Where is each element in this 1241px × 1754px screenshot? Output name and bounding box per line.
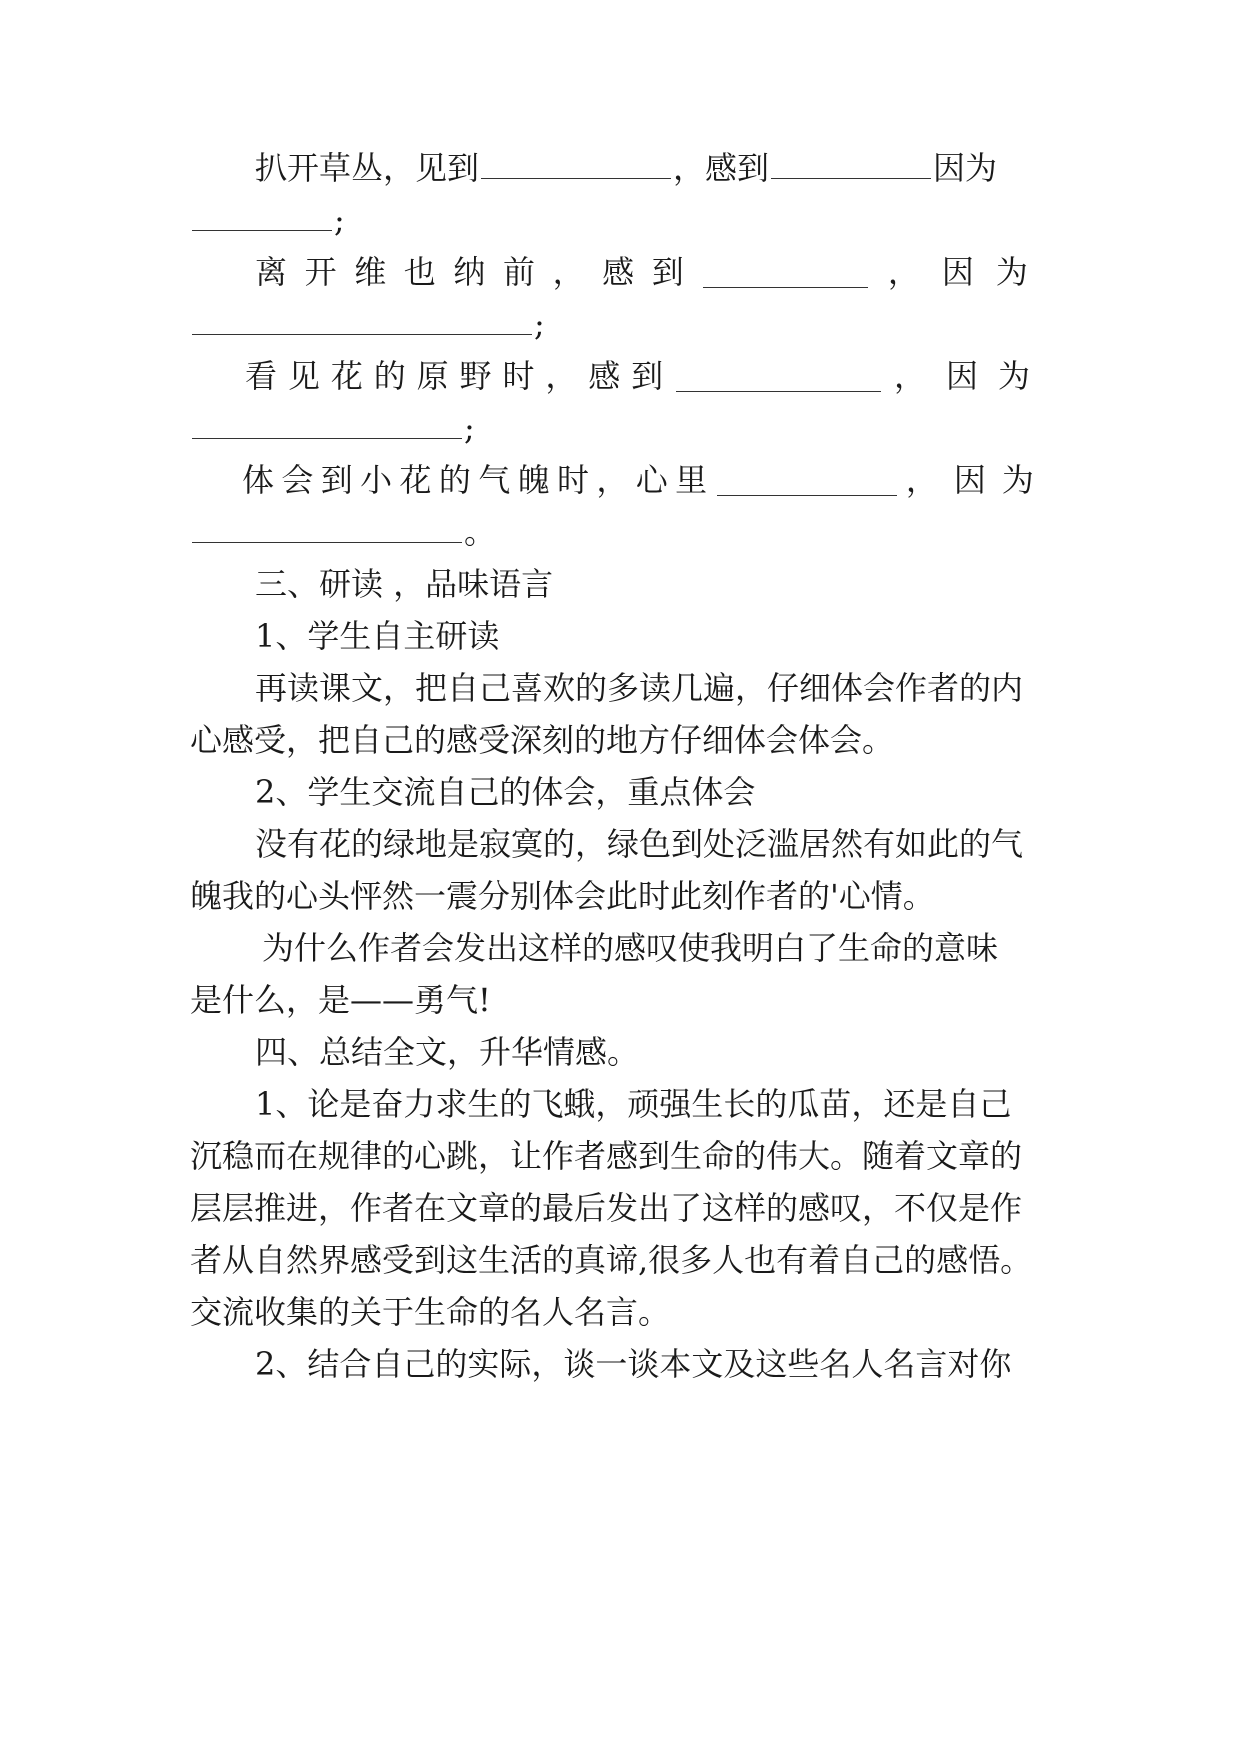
q2-char: 到 [651, 253, 684, 291]
q4-char: 气 [478, 461, 511, 499]
q1-text-1: 扒开草丛，见到 [255, 149, 480, 187]
q3-char: 看 [245, 357, 278, 395]
q2-text-2: ，因为 [887, 253, 1050, 291]
paragraph-line: 1、论是奋力求生的飞蛾，顽强生长的瓜苗，还是自己 [255, 1085, 1012, 1123]
q1-end: ; [334, 201, 345, 239]
q3-char: 时 [502, 357, 535, 395]
q2-char: 开 [304, 253, 337, 291]
q3-char: 的 [373, 357, 406, 395]
answer-blank[interactable] [192, 408, 462, 439]
q3-char: 感 [588, 357, 621, 395]
q1-text-2: ，感到 [673, 149, 770, 187]
answer-blank[interactable] [771, 148, 931, 179]
q4-char: 心 [635, 461, 668, 499]
q3-char: 花 [330, 357, 363, 395]
paragraph-line: 是什么，是——勇气! [190, 981, 491, 1019]
q4-char: 体 [242, 461, 275, 499]
q4-char: 到 [320, 461, 353, 499]
paragraph-line: 沉稳而在规律的心跳，让作者感到生命的伟大。随着文章的 [190, 1137, 1023, 1175]
list-item: 2、学生交流自己的体会，重点体会 [255, 773, 756, 811]
fill-in-line-q1 [255, 146, 1050, 190]
q2-char: 纳 [453, 253, 486, 291]
paragraph-line: 为什么作者会发出这样的感叹使我明白了生命的意味 [262, 929, 999, 967]
q4-char: 魄 [517, 461, 550, 499]
q4-char: 的 [438, 461, 471, 499]
q4-char: ， [596, 461, 629, 499]
paragraph-line: 2、结合自己的实际，谈一谈本文及这些名人名言对你 [255, 1345, 1012, 1383]
q4-char: 花 [399, 461, 432, 499]
q2-end: ; [534, 305, 545, 343]
paragraph-line: 魄我的心头怦然一震分别体会此时此刻作者的'心情。 [190, 877, 935, 915]
q2-char: 维 [354, 253, 387, 291]
q3-char: 见 [287, 357, 320, 395]
list-item: 1、学生自主研读 [255, 617, 500, 655]
q2-char: 感 [602, 253, 635, 291]
answer-blank[interactable] [481, 148, 671, 179]
answer-blank[interactable] [703, 257, 868, 288]
q4-char: 会 [281, 461, 314, 499]
answer-blank[interactable] [676, 361, 881, 392]
fill-in-line-q4-cont [190, 510, 1050, 554]
q3-char: 到 [631, 357, 664, 395]
fill-in-line-q2-cont [190, 302, 1050, 346]
paragraph-line: 再读课文，把自己喜欢的多读几遍，仔细体会作者的内 [255, 669, 1024, 707]
paragraph-line: 层层推进，作者在文章的最后发出了这样的感叹，不仅是作 [190, 1189, 1023, 1227]
q1-text-3: 因为 [933, 149, 998, 187]
q4-end: 。 [464, 513, 497, 551]
paragraph-line: 没有花的绿地是寂寞的，绿色到处泛滥居然有如此的气 [255, 825, 1024, 863]
q3-end: ; [464, 409, 475, 447]
q2-char: 也 [403, 253, 436, 291]
fill-in-line-q3-cont [190, 406, 1050, 450]
section-heading: 三、研读 ，品味语言 [255, 565, 554, 603]
fill-in-line-q4 [242, 458, 1050, 502]
section-heading: 四、总结全文，升华情感。 [255, 1033, 640, 1071]
paragraph-line: 心感受，把自己的感受深刻的地方仔细体会体会。 [190, 721, 895, 759]
answer-blank[interactable] [717, 465, 897, 496]
q2-char: 离 [255, 253, 288, 291]
q4-char: 小 [360, 461, 393, 499]
q4-char: 里 [675, 461, 708, 499]
fill-in-line-q1-cont [190, 198, 1050, 242]
fill-in-line-q3 [245, 354, 1050, 398]
paragraph-line: 交流收集的关于生命的名人名言。 [190, 1293, 671, 1331]
q4-text-2: ，因为 [905, 461, 1050, 499]
q4-char: 时 [557, 461, 590, 499]
answer-blank[interactable] [192, 304, 532, 335]
q3-char: ， [545, 357, 578, 395]
q3-text-2: ，因为 [893, 357, 1050, 395]
q3-char: 原 [416, 357, 449, 395]
answer-blank[interactable] [192, 512, 462, 543]
answer-blank[interactable] [192, 200, 332, 231]
q2-char: 前 [502, 253, 535, 291]
fill-in-line-q2 [255, 250, 1050, 294]
q3-char: 野 [459, 357, 492, 395]
q2-char: ， [552, 253, 585, 291]
paragraph-line: 者从自然界感受到这生活的真谛,很多人也有着自己的感悟。 [190, 1241, 1033, 1279]
